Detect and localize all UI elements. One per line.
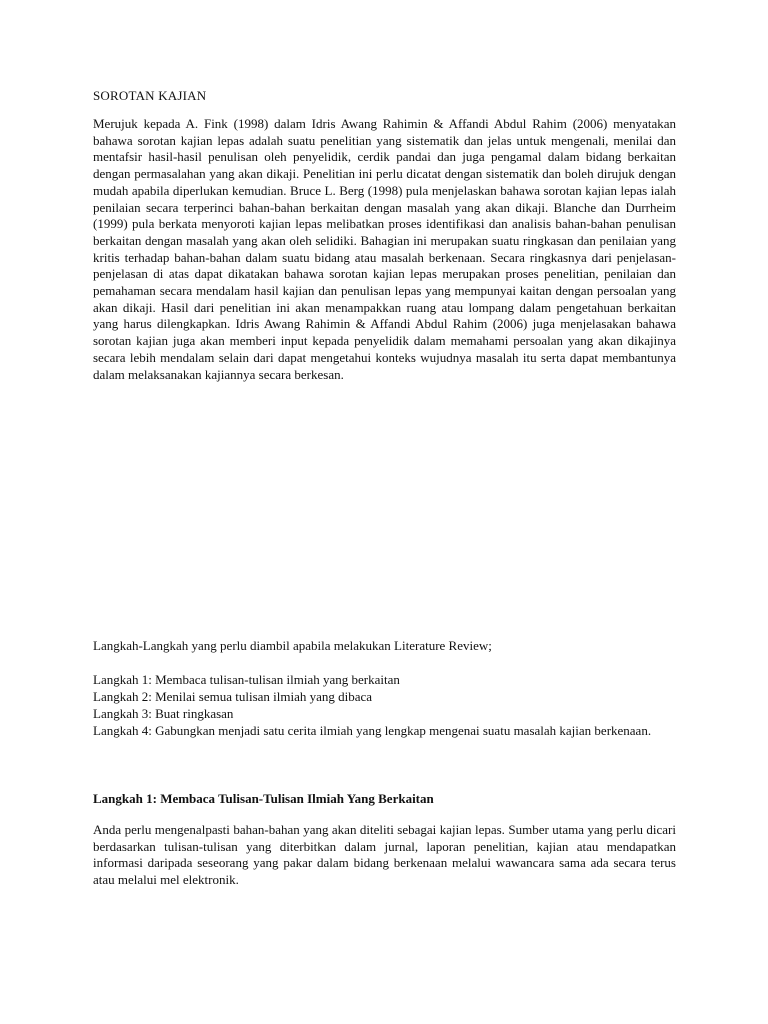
step-item-3: Langkah 3: Buat ringkasan [93,706,234,721]
intro-paragraph: Merujuk kepada A. Fink (1998) dalam Idris Awang Rahimin & Affandi Abdul Rahim (2006) menyatakan bahawa sorotan kajian lepas adalah suatu penelitian yang sistematik dan jelas untuk mengenali, menilai dan mentafsir hasil-hasil penulisan oleh penyelidik, cerdik pandai dan juga pengamal dalam bidang berkaitan dengan permasalahan yang akan dikaji. Penelitian ini perlu dicatat dengan sistematik dan boleh dirujuk dengan mudah apabila diperlukan kemudian. Bruce L. Berg (1998) pula menjelaskan bahawa sorotan kajian lepas ialah penilaian secara terperinci bahan-bahan berkaitan dengan masalah yang akan dikaji. Blanche dan Durrheim (1999) pula berkata menyoroti kajian lepas melibatkan proses identifikasi dan analisis bahan-bahan penulisan berkaitan dengan masalah yang akan oleh selidiki. Bahagian ini merupakan suatu ringkasan dan penilaian yang kritis terhadap bahan-bahan dalam suatu bidang atau masalah berkenaan. Secara ringkasnya dari penjelasan-penjelasan di atas dapat dikatakan bahawa sorotan kajian lepas merupakan proses penelitian, penilaian dan pemahaman secara mendalam hasil kajian dan penulisan lepas yang mempunyai kaitan dengan persoalan yang akan dikaji. Hasil dari penelitian ini akan menampakkan ruang atau lompang dalam pengetahuan berkaitan yang harus dilengkapkan. Idris Awang Rahimin & Affandi Abdul Rahim (2006) juga menjelasakan bahawa sorotan kajian juga akan memberi input kepada penyelidik dalam memahami persoalan yang akan dikajinya secara lebih mendalam selain dari dapat mengetahui konteks wujudnya masalah itu serta dapat membantunya dalam melaksanakan kajiannya secara berkesan. [93,116,676,382]
document-title: SOROTAN KAJIAN [93,88,207,103]
section1-heading: Langkah 1: Membaca Tulisan-Tulisan Ilmiah Yang Berkaitan [93,791,434,806]
step-item-4: Langkah 4: Gabungkan menjadi satu cerita ilmiah yang lengkap mengenai suatu masalah kajian berkenaan. [93,723,652,738]
document-page [93,0,676,1024]
steps-list [93,671,676,739]
section1-body: Anda perlu mengenalpasti bahan-bahan yang akan diteliti sebagai kajian lepas. Sumber utama yang perlu dicari berdasarkan tulisan-tulisan yang diterbitkan dalam jurnal, laporan penelitian, kajian atau mendapatkan informasi daripada seseorang yang pakar dalam bidang berkenaan melalui wawancara sama ada secara terus atau melalui mel elektronik. [93,822,676,888]
step-item-2: Langkah 2: Menilai semua tulisan ilmiah yang dibaca [93,689,373,704]
step-item-1: Langkah 1: Membaca tulisan-tulisan ilmiah yang berkaitan [93,672,400,687]
steps-intro-paragraph: Langkah-Langkah yang perlu diambil apabila melakukan Literature Review; [93,638,492,653]
